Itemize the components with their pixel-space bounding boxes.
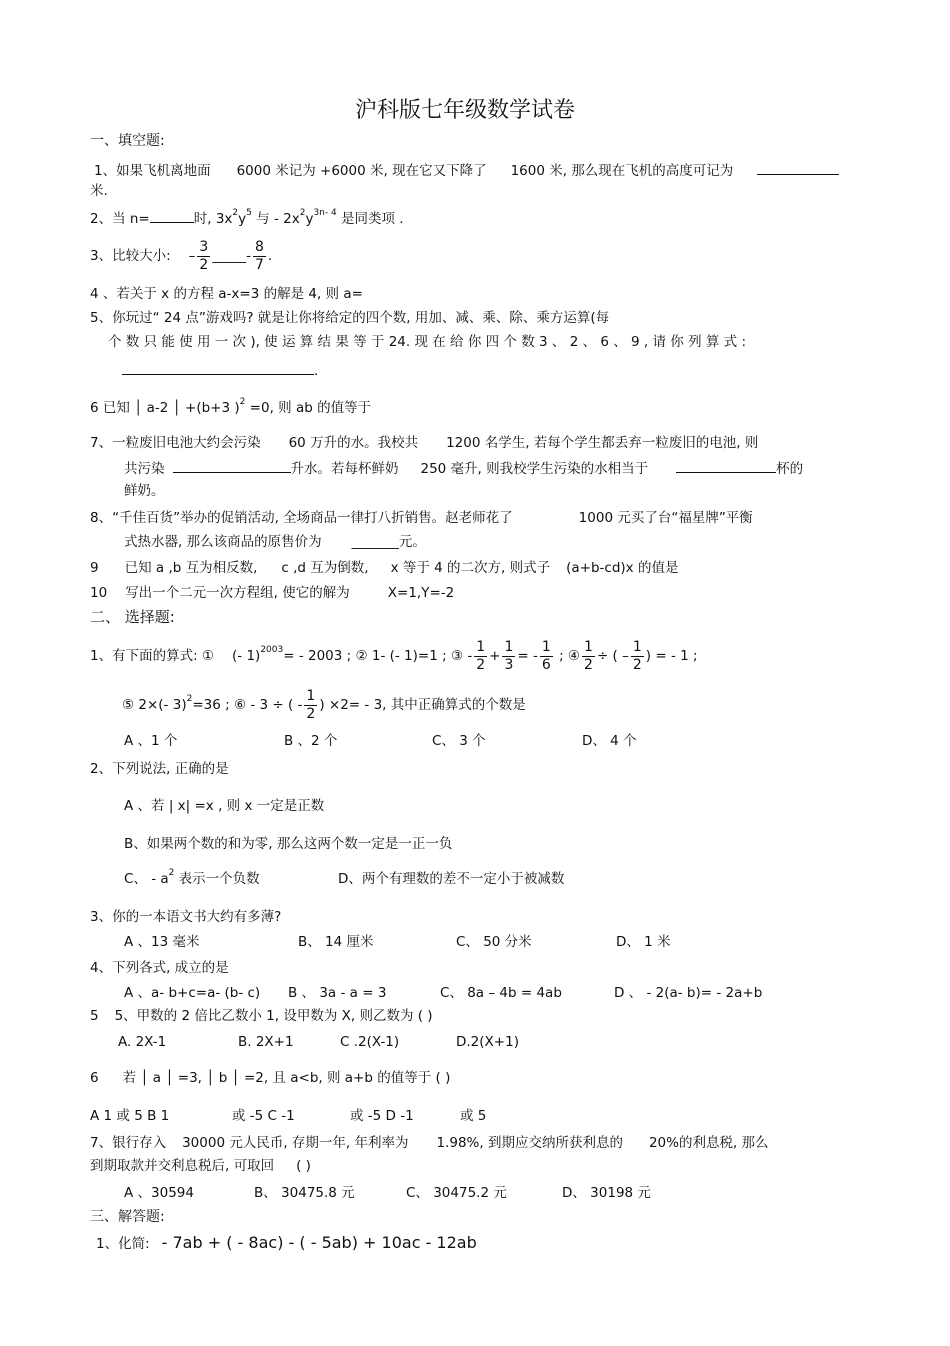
q2-exp-1: 2 xyxy=(232,208,239,218)
page-title: 沪科版七年级数学试卷 xyxy=(354,98,575,123)
question-10 xyxy=(90,584,454,602)
q2-var-y: y xyxy=(238,211,247,227)
question-2 xyxy=(90,208,404,228)
q8-text-c: 式热水器, 那么该商品的原售价为 xyxy=(124,534,322,550)
choice-1-line-2 xyxy=(122,685,526,725)
q3-minus: – xyxy=(188,248,196,264)
question-6 xyxy=(90,399,371,417)
q9-text-e: (a+b-cd)x 的值是 xyxy=(566,560,679,576)
c1-equals: = - xyxy=(517,648,538,664)
c2-option-c-text: C、 - a xyxy=(124,871,169,887)
q3-frac1-num: 3 xyxy=(199,238,209,255)
c1-text-s: ) = - 1 ; xyxy=(645,648,698,664)
c7-text-e: 到期取款并交利息税后, 可取回 xyxy=(90,1158,275,1174)
q3-text-a: 3、比较大小: xyxy=(90,248,171,264)
c2-option-d[interactable]: D、两个有理数的差不一定小于被减数 xyxy=(338,871,565,887)
q3-fraction-2 xyxy=(253,239,266,274)
q7-text-e: 升水。若每杯鲜奶 xyxy=(290,461,399,477)
q2-exp-4: 3n- 4 xyxy=(313,208,337,218)
c1-frac-2-den: 3 xyxy=(504,656,514,673)
c7-option-d[interactable]: D、 30198 元 xyxy=(562,1185,651,1201)
c2-option-c-exp: 2 xyxy=(168,868,175,878)
question-5-line-2: 个 数 只 能 使 用 一 次 ), 使 运 算 结 果 等 于 24. 现 在 给 你 四 个 数 3 、 2 、 6 、 9 , 请 你 列 算 式 : xyxy=(108,334,746,350)
c1-text-a: 1、有下面的算式: ① xyxy=(90,648,215,664)
q9-text-b: 已知 a ,b 互为相反数, xyxy=(124,560,258,576)
c1-plus: + xyxy=(489,648,501,664)
c1-frac-2-num: 1 xyxy=(504,638,514,655)
q8-text-d: _______元。 xyxy=(351,534,426,550)
q2-answer-blank[interactable] xyxy=(150,208,194,223)
c1-frac-2 xyxy=(502,639,515,674)
c4-option-d[interactable]: D 、 - 2(a- b)= - 2a+b xyxy=(614,985,763,1001)
q7-text-d: 共污染 xyxy=(124,461,165,477)
question-3 xyxy=(90,236,272,276)
q9-number: 9 xyxy=(90,560,99,576)
c5-option-b[interactable]: B. 2X+1 xyxy=(238,1034,294,1050)
c1-text-d: = - 2003 ; ② 1- (- 1)=1 ; ③ - xyxy=(283,648,473,664)
c4-option-b[interactable]: B 、 3a - a = 3 xyxy=(288,985,387,1001)
c1-frac-6 xyxy=(304,688,317,723)
choice-4: 4、下列各式, 成立的是 xyxy=(90,960,229,976)
question-4: 4 、若关于 x 的方程 a-x=3 的解是 4, 则 a= xyxy=(90,286,363,302)
c1-frac-3-num: 1 xyxy=(541,638,551,655)
c3-option-b[interactable]: B、 14 厘米 xyxy=(298,934,374,950)
c1-option-a[interactable]: A 、1 个 xyxy=(124,733,178,749)
c5-option-c[interactable]: C .2(X-1) xyxy=(340,1034,400,1050)
q2-var-y2: y xyxy=(305,211,314,227)
solve-1-label: 1、化简: xyxy=(96,1236,150,1252)
question-8-line-2 xyxy=(124,533,426,551)
c2-option-a[interactable]: A 、若 | x| =x , 则 x 一定是正数 xyxy=(124,798,325,814)
c1-text-m: ; ④ xyxy=(554,648,581,664)
c1-divide: ÷ ( – xyxy=(596,648,629,664)
q3-compare-blank: _____- xyxy=(212,248,251,264)
q1-text-d: 米. xyxy=(90,183,108,199)
c7-text-a: 7、银行存入 xyxy=(90,1135,167,1151)
choice-3: 3、你的一本语文书大约有多薄? xyxy=(90,909,282,925)
q3-frac2-num: 8 xyxy=(254,238,264,255)
c1-frac-6-den: 2 xyxy=(306,705,316,722)
c7-option-c[interactable]: C、 30475.2 元 xyxy=(406,1185,507,1201)
q1-answer-blank[interactable] xyxy=(757,160,839,175)
q7-text-a: 7、一粒废旧电池大约会污染 xyxy=(90,435,261,451)
c7-bracket: ( ) xyxy=(296,1158,311,1174)
q8-text-b: 1000 元买了台“福星牌”平衡 xyxy=(578,510,753,526)
c1-text-v: =36 ; ⑥ - 3 ÷ ( - xyxy=(192,697,303,713)
q10-text-b: 写出一个二元一次方程组, 使它的解为 xyxy=(125,585,350,601)
c1-frac-3-den: 6 xyxy=(541,656,551,673)
q10-text-c: X=1,Y=-2 xyxy=(387,585,455,601)
q7-text-f: 250 毫升, 则我校学生污染的水相当于 xyxy=(420,461,649,477)
q2-text-j: 是同类项 . xyxy=(336,211,404,227)
q5-answer-blank[interactable] xyxy=(122,360,314,375)
q3-fraction-1 xyxy=(197,239,210,274)
c6-text: 若 │ a │ =3, │ b │ =2, 且 a<b, 则 a+b 的值等于 ( ) xyxy=(122,1070,451,1086)
c1-option-d[interactable]: D、 4 个 xyxy=(582,733,637,749)
q5-period: . xyxy=(314,363,319,379)
q2-text-b: 时, 3x xyxy=(193,211,233,227)
q3-frac2-den: 7 xyxy=(254,256,264,273)
q1-text-a: 1、如果飞机离地面 xyxy=(94,163,211,179)
c3-option-d[interactable]: D、 1 米 xyxy=(616,934,671,950)
choice-1-line-1 xyxy=(90,636,698,676)
c7-option-b[interactable]: B、 30475.8 元 xyxy=(254,1185,355,1201)
c6-option-b-c[interactable]: 或 -5 C -1 xyxy=(232,1108,295,1124)
c1-frac-1-num: 1 xyxy=(476,638,486,655)
section-solve-heading: 三、解答题: xyxy=(90,1209,165,1225)
c1-frac-5 xyxy=(631,639,644,674)
c1-frac-4 xyxy=(582,639,595,674)
c6-option-a-b[interactable]: A 1 或 5 B 1 xyxy=(90,1108,170,1124)
c1-frac-3 xyxy=(540,639,553,674)
c1-option-c[interactable]: C、 3 个 xyxy=(432,733,486,749)
c1-frac-1 xyxy=(474,639,487,674)
q6-text-c: =0, 则 ab 的值等于 xyxy=(245,400,372,416)
c1-text-y: ) ×2= - 3, 其中正确算式的个数是 xyxy=(319,697,526,713)
q3-frac1-den: 2 xyxy=(199,256,209,273)
q1-text-c: 1600 米, 那么现在飞机的高度可记为 xyxy=(510,163,734,179)
c4-option-c[interactable]: C、 8a – 4b = 4ab xyxy=(440,985,562,1001)
c2-option-b[interactable]: B、如果两个数的和为零, 那么这两个数一定是一正一负 xyxy=(124,836,453,852)
q1-text-b: 6000 米记为 +6000 米, 现在它又下降了 xyxy=(236,163,487,179)
c7-option-a[interactable]: A 、30594 xyxy=(124,1185,194,1201)
c6-option-d-tail[interactable]: 或 5 xyxy=(460,1108,487,1124)
c5-text: 5、甲数的 2 倍比乙数小 1, 设甲数为 X, 则乙数为 ( ) xyxy=(114,1008,433,1024)
c7-text-d: 20%的利息税, 那么 xyxy=(648,1135,769,1151)
c1-text-t: ⑤ 2×(- 3) xyxy=(122,697,187,713)
c1-exp-2: 2 xyxy=(186,694,193,704)
question-5-line-3 xyxy=(122,360,318,380)
q7-text-g: 杯的 xyxy=(776,461,804,477)
c7-text-b: 30000 元人民币, 存期一年, 年利率为 xyxy=(182,1135,409,1151)
c3-option-c[interactable]: C、 50 分米 xyxy=(456,934,532,950)
choice-7-line-1 xyxy=(90,1134,769,1152)
q7-text-b: 60 万升的水。我校共 xyxy=(288,435,419,451)
c2-option-c-text-2: 表示一个负数 xyxy=(174,871,260,887)
c1-frac-4-den: 2 xyxy=(584,656,593,673)
q2-exp-3: 2 xyxy=(299,208,306,218)
c6-number: 6 xyxy=(90,1070,99,1086)
question-7-line-1 xyxy=(90,434,758,452)
c1-text-b: (- 1) xyxy=(232,648,261,664)
q8-text-a: 8、“千佳百货”举办的促销活动, 全场商品一律打八折销售。赵老师花了 xyxy=(90,510,513,526)
choice-6 xyxy=(90,1069,450,1087)
question-8-line-1 xyxy=(90,509,753,527)
c1-option-b[interactable]: B 、2 个 xyxy=(284,733,338,749)
choice-2: 2、下列说法, 正确的是 xyxy=(90,761,229,777)
q2-text-f: 与 - 2x xyxy=(251,211,300,227)
q7-answer-blank-2[interactable] xyxy=(676,458,776,473)
section-choice-heading: 二、 选择题: xyxy=(90,608,175,626)
c1-frac-5-den: 2 xyxy=(632,656,642,673)
c5-option-d[interactable]: D.2(X+1) xyxy=(456,1034,519,1050)
question-5-line-1: 5、你玩过“ 24 点”游戏吗? 就是让你将给定的四个数, 用加、减、乘、除、乘方运算(每 xyxy=(90,310,610,326)
q2-text-a: 2、当 n= xyxy=(90,211,150,227)
c5-number: 5 xyxy=(90,1008,99,1024)
solve-1 xyxy=(96,1232,477,1255)
question-7-line-3: 鲜奶。 xyxy=(124,483,165,499)
section-fill-blank-heading: 一、填空题: xyxy=(90,133,165,149)
q9-text-c: c ,d 互为倒数, xyxy=(281,560,369,576)
c7-text-c: 1.98%, 到期应交纳所获利息的 xyxy=(436,1135,623,1151)
q9-text-d: x 等于 4 的二次方, 则式子 xyxy=(390,560,551,576)
q7-answer-blank-1[interactable] xyxy=(173,458,291,473)
question-7-line-2 xyxy=(124,458,803,478)
c4-option-a[interactable]: A 、a- b+c=a- (b- c) xyxy=(124,985,261,1001)
solve-1-expression: - 7ab + ( - 8ac) - ( - 5ab) + 10ac - 12ab xyxy=(161,1233,477,1252)
c1-frac-5-num: 1 xyxy=(632,638,642,655)
q3-period: . xyxy=(267,248,273,264)
c5-option-a[interactable]: A. 2X-1 xyxy=(118,1034,167,1050)
question-9 xyxy=(90,559,678,577)
c1-frac-1-den: 2 xyxy=(476,656,486,673)
c1-exp: 2003 xyxy=(260,645,284,655)
q6-exp: 2 xyxy=(239,397,246,407)
q2-exp-2: 5 xyxy=(246,208,252,218)
choice-7-line-2 xyxy=(90,1157,311,1175)
c1-frac-4-num: 1 xyxy=(584,638,593,655)
question-1 xyxy=(94,160,839,180)
c2-option-c[interactable] xyxy=(124,870,260,888)
c3-option-a[interactable]: A 、13 毫米 xyxy=(124,934,200,950)
c1-frac-6-num: 1 xyxy=(306,687,316,704)
q10-number: 10 xyxy=(90,585,108,601)
q7-text-c: 1200 名学生, 若每个学生都丢弃一粒废旧的电池, 则 xyxy=(446,435,759,451)
c6-option-c-d[interactable]: 或 -5 D -1 xyxy=(350,1108,414,1124)
q6-text-a: 6 已知 │ a-2 │ +(b+3 ) xyxy=(90,400,240,416)
choice-5 xyxy=(90,1007,433,1025)
